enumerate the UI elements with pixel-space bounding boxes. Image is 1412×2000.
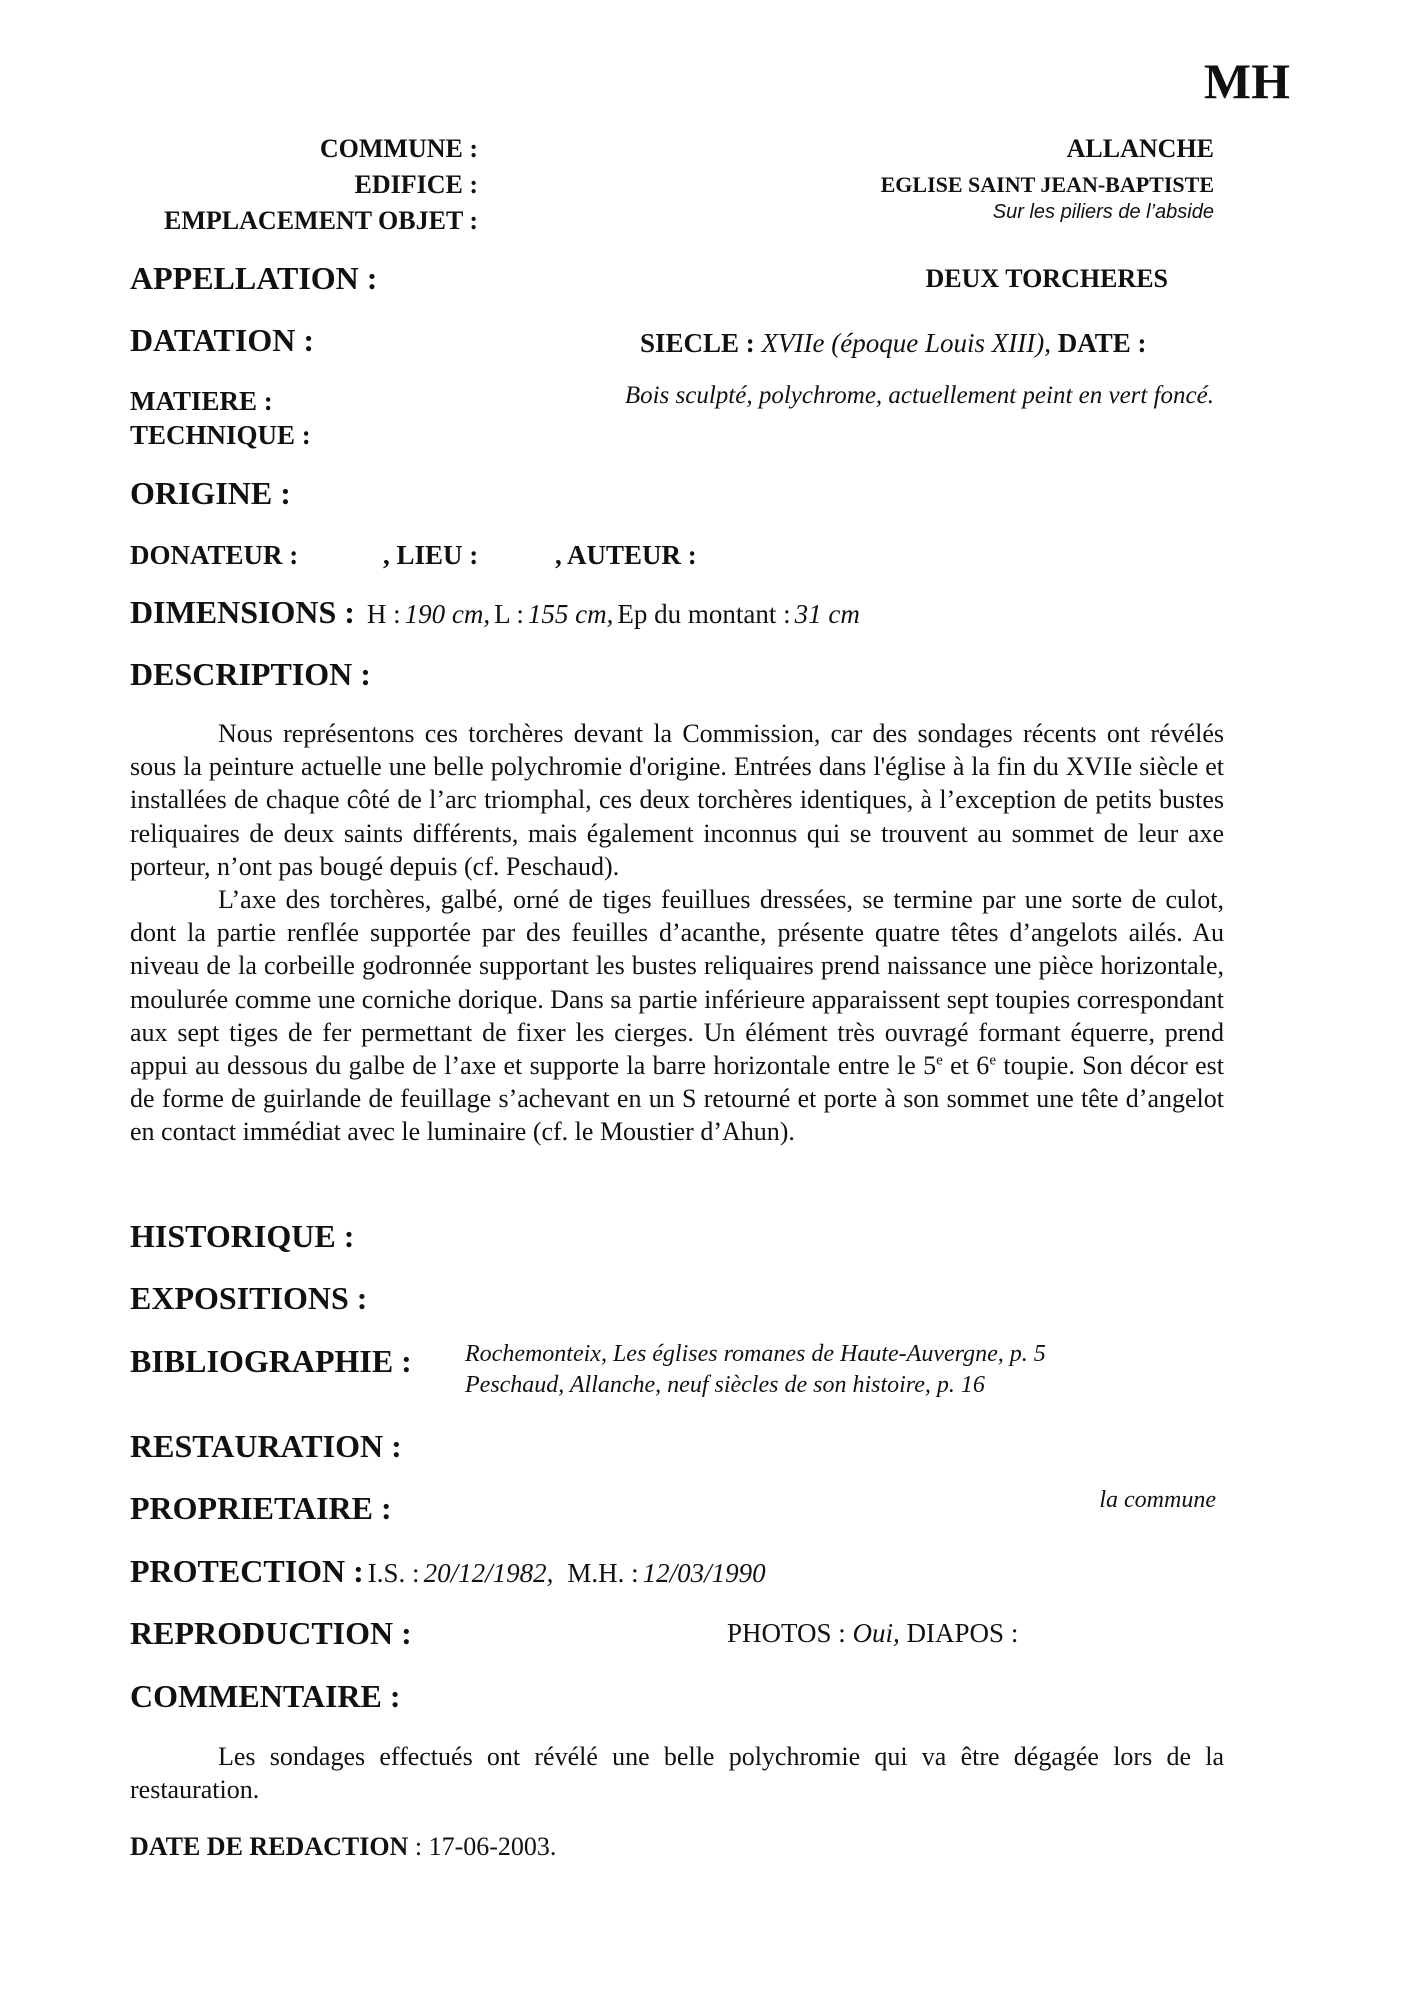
commentaire-text [130, 1740, 1224, 1806]
auteur-label: , AUTEUR : [555, 540, 697, 570]
description-label: DESCRIPTION : [130, 656, 371, 692]
protection-mh-value: 12/03/1990 [642, 1558, 766, 1588]
expositions-label: EXPOSITIONS : [130, 1280, 368, 1316]
bibliographie-label: BIBLIOGRAPHIE : [130, 1343, 412, 1379]
siecle-value: XVIIe (époque Louis XIII), [761, 328, 1051, 358]
photos-label: PHOTOS : [727, 1618, 846, 1648]
description-text [130, 717, 1224, 1149]
restauration-label: RESTAURATION : [130, 1428, 402, 1464]
bibliographie-ref-1: Rochemonteix, Les églises romanes de Haute-Auvergne, p. 5 [465, 1341, 1046, 1367]
protection-mh-label: M.H. : [567, 1558, 639, 1588]
dimensions-line [130, 594, 860, 631]
superscript-6e: e [989, 1052, 996, 1069]
date-label: DATE : [1057, 328, 1147, 358]
appellation-value: DEUX TORCHERES [925, 264, 1168, 293]
dimensions-label: DIMENSIONS : [130, 594, 355, 630]
donateur-label: DONATEUR : [130, 540, 299, 570]
proprietaire-label: PROPRIETAIRE : [130, 1490, 392, 1526]
matiere-label: MATIERE : [130, 386, 273, 416]
dim-l-value: 155 cm, [527, 599, 614, 629]
dim-l-label: L : [494, 599, 524, 629]
dim-h-label: H : [366, 599, 401, 629]
technique-label: TECHNIQUE : [130, 420, 311, 450]
origine-label: ORIGINE : [130, 475, 291, 511]
reproduction-label: REPRODUCTION : [130, 1615, 412, 1651]
appellation-label: APPELLATION : [130, 260, 378, 296]
edifice-label: EDIFICE : [354, 170, 478, 199]
diapos-label: DIAPOS : [906, 1618, 1019, 1648]
dim-ep-value: 31 cm [794, 599, 860, 629]
protection-is-label: I.S. : [367, 1558, 420, 1588]
mh-badge: MH [1203, 53, 1290, 109]
description-p2-part-b: et 6 [942, 1051, 990, 1081]
commentaire-paragraph: Les sondages effectués ont révélé une belle polychromie qui va être dégagée lors de la restauration. [130, 1742, 1224, 1805]
edifice-value: EGLISE SAINT JEAN-BAPTISTE [880, 172, 1214, 197]
emplacement-value: Sur les piliers de l’abside [992, 201, 1214, 223]
commentaire-label: COMMENTAIRE : [130, 1678, 401, 1714]
redaction-label: DATE DE REDACTION [130, 1832, 409, 1861]
datation-label: DATATION : [130, 322, 314, 358]
datation-line [640, 328, 1146, 359]
protection-is-value: 20/12/1982, [423, 1558, 554, 1588]
reproduction-line [727, 1618, 1018, 1649]
historique-label: HISTORIQUE : [130, 1218, 355, 1254]
emplacement-label: EMPLACEMENT OBJET : [164, 206, 478, 235]
protection-line [130, 1553, 766, 1590]
lieu-label: , LIEU : [383, 540, 479, 570]
description-p2-part-c: toupie. Son décor est de forme de guirlande de feuillage s’achevant en un S retourné et porte à son sommet une tête d’angelot en contact immédiat avec le luminaire (cf. le Moustier d’Ahun). [130, 1051, 1224, 1147]
dim-ep-label: Ep du montant : [617, 599, 791, 629]
bibliographie-ref-2: Peschaud, Allanche, neuf siècles de son histoire, p. 16 [465, 1372, 985, 1398]
matiere-value: Bois sculpté, polychrome, actuellement peint en vert foncé. [624, 382, 1214, 409]
redaction-line [130, 1832, 556, 1862]
description-p2-part-a: L’axe des torchères, galbé, orné de tiges feuillues dressées, se termine par une sorte de culot, dont la partie renflée supportée par des feuilles d’acanthe, présente quatre têtes d’angelots ailés. Au niveau de la corbeille godronnée supportant les bustes reliquaires prend naissance une pièce horizontale, moulurée comme une corniche dorique. Dans sa partie inférieure apparaissent sept toupies correspondant aux sept tiges de fer permettant de fixer les cierges. Un élément très ouvragé formant équerre, prend appui au dessous du galbe de l’axe et supporte la barre horizontale entre le 5 [130, 885, 1224, 1081]
superscript-5e: e [936, 1052, 943, 1069]
commune-value: ALLANCHE [1066, 134, 1214, 163]
photos-value: Oui, [852, 1618, 900, 1648]
description-paragraph-2 [130, 883, 1224, 1149]
siecle-label: SIECLE : [640, 328, 755, 358]
proprietaire-value: la commune [1099, 1487, 1216, 1513]
dim-h-value: 190 cm, [404, 599, 491, 629]
redaction-value: : 17-06-2003. [414, 1832, 557, 1861]
protection-label: PROTECTION : [130, 1553, 364, 1589]
commune-label: COMMUNE : [319, 134, 478, 163]
description-paragraph-1: Nous représentons ces torchères devant la Commission, car des sondages récents ont révélés sous la peinture actuelle une belle polychromie d'origine. Entrées dans l'église à la fin du XVIIe siècle et installées de chaque côté de l’arc triomphal, ces deux torchères identiques, à l’exception de petits bustes reliquaires de deux saints différents, mais également inconnus qui se trouvent au sommet de leur axe porteur, n’ont pas bougé depuis (cf. Peschaud). [130, 719, 1224, 881]
